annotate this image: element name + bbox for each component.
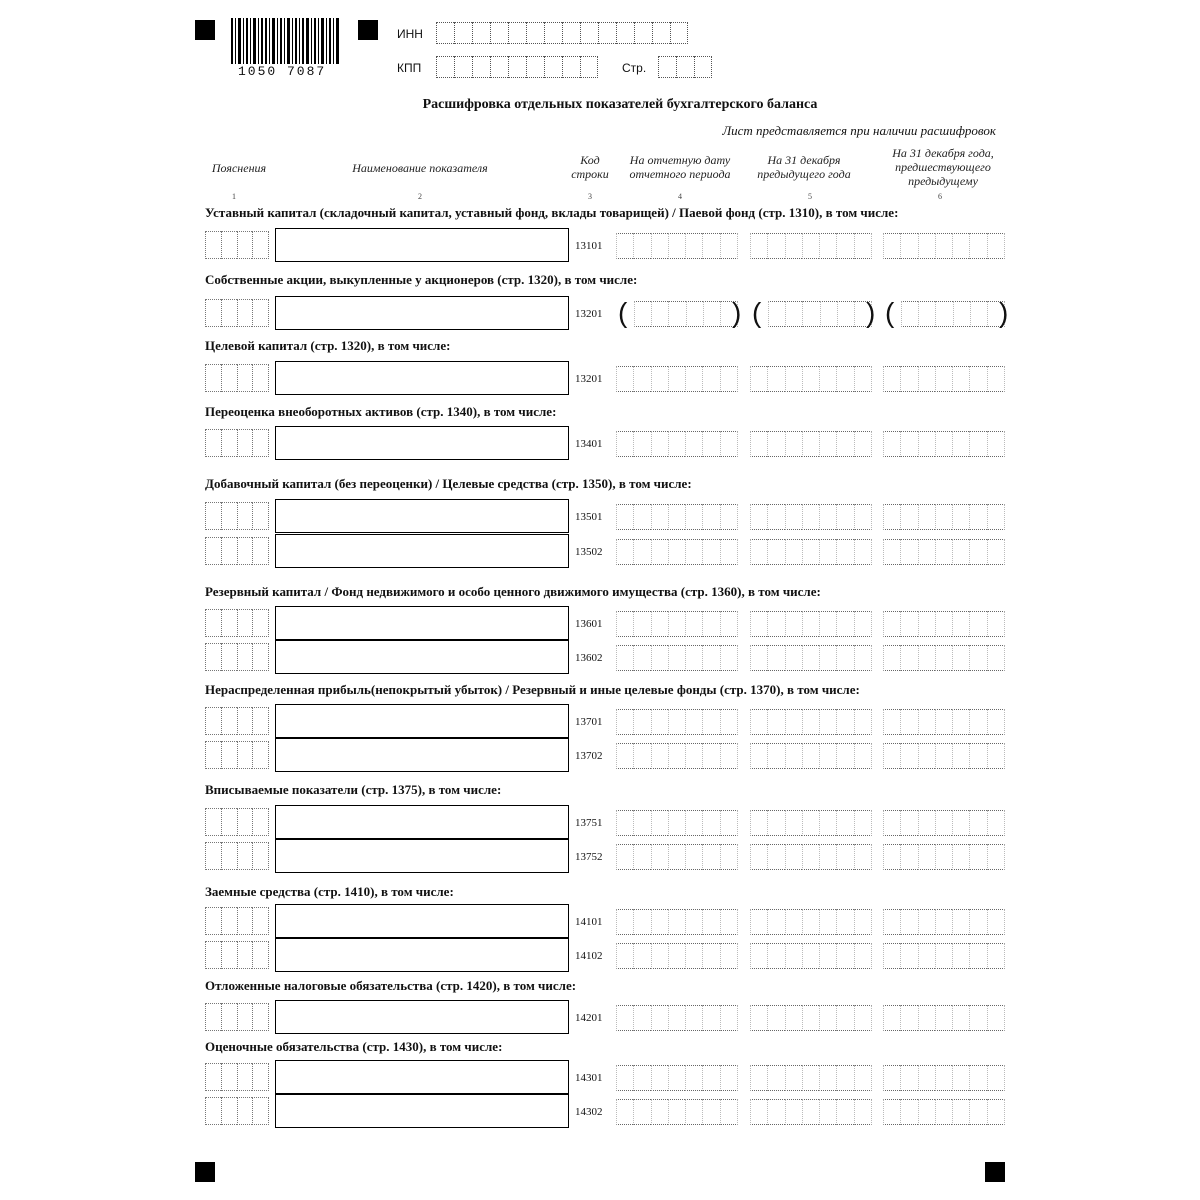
value-field-col-4[interactable] [634,301,738,327]
line-code: 13501 [575,511,603,523]
explanation-field[interactable] [205,643,269,671]
value-field-col-6[interactable] [883,943,1005,969]
indicator-name-input[interactable] [275,534,569,568]
value-field-col-5[interactable] [750,431,872,457]
value-field-col-4[interactable] [616,431,738,457]
value-field-col-6[interactable] [883,431,1005,457]
explanation-field[interactable] [205,741,269,769]
section-title: Собственные акции, выкупленные у акционеров (стр. 1320), в том числе: [205,272,638,287]
value-field-col-5[interactable] [750,844,872,870]
column-header-explanations: Пояснения [211,161,267,175]
page-title: Расшифровка отдельных показателей бухгалтерского баланса [422,97,818,112]
inn-label: ИНН [397,27,423,41]
section-title: Уставный капитал (складочный капитал, уставный фонд, вклады товарищей) / Паевой фонд (стр. 1310), в том числе: [205,205,899,220]
page-number-field[interactable] [658,56,712,78]
open-parenthesis: ( [752,297,762,328]
value-field-col-6[interactable] [883,1065,1005,1091]
section-title: Нераспределенная прибыль(непокрытый убыток) / Резервный и иные целевые фонды (стр. 1370), в том числе: [205,682,860,697]
line-code: 14302 [575,1106,603,1118]
explanation-field[interactable] [205,907,269,935]
inn-field[interactable] [436,22,688,44]
line-code: 13201 [575,308,603,320]
value-field-col-5[interactable] [750,1065,872,1091]
explanation-field[interactable] [205,1003,269,1031]
value-field-col-6[interactable] [883,1005,1005,1031]
explanation-field[interactable] [205,941,269,969]
value-field-col-5[interactable] [768,301,872,327]
indicator-name-input[interactable] [275,296,569,330]
explanation-field[interactable] [205,429,269,457]
corner-marker-top-left [195,20,215,40]
indicator-name-input[interactable] [275,361,569,395]
line-code: 13401 [575,438,603,450]
value-field-col-6[interactable] [883,709,1005,735]
value-field-col-4[interactable] [616,1065,738,1091]
section-title: Целевой капитал (стр. 1320), в том числе: [205,338,451,353]
column-header-line-code: Код строки [571,153,609,181]
value-field-col-5[interactable] [750,233,872,259]
value-field-col-6[interactable] [883,909,1005,935]
indicator-name-input[interactable] [275,228,569,262]
value-field-col-4[interactable] [616,539,738,565]
close-parenthesis: ) [866,297,876,328]
line-code: 14201 [575,1012,603,1024]
line-code: 14102 [575,950,603,962]
value-field-col-6[interactable] [901,301,1005,327]
indicator-name-input[interactable] [275,839,569,873]
barcode-icon [231,18,341,64]
value-field-col-4[interactable] [616,810,738,836]
value-field-col-4[interactable] [616,366,738,392]
indicator-name-input[interactable] [275,1000,569,1034]
value-field-col-5[interactable] [750,539,872,565]
indicator-name-input[interactable] [275,904,569,938]
value-field-col-5[interactable] [750,709,872,735]
value-field-col-6[interactable] [883,366,1005,392]
line-code: 13751 [575,817,603,829]
value-field-col-6[interactable] [883,611,1005,637]
column-header-indicator-name: Наименование показателя [352,161,488,175]
indicator-name-input[interactable] [275,1094,569,1128]
close-parenthesis: ) [999,297,1009,328]
value-field-col-6[interactable] [883,539,1005,565]
section-title: Резервный капитал / Фонд недвижимого и особо ценного движимого имущества (стр. 1360), в том числе: [205,584,821,599]
line-code: 14301 [575,1072,603,1084]
section-title: Вписываемые показатели (стр. 1375), в том числе: [205,782,502,797]
value-field-col-4[interactable] [616,611,738,637]
value-field-col-4[interactable] [616,645,738,671]
value-field-col-5[interactable] [750,1099,872,1125]
column-number-1: 1 [232,192,236,201]
kpp-field[interactable] [436,56,598,78]
line-code: 13602 [575,652,603,664]
line-code: 13701 [575,716,603,728]
column-number-5: 5 [808,192,812,201]
column-header-reporting-date: На отчетную дату отчетного периода [629,153,731,181]
line-code: 13101 [575,240,603,252]
line-code: 13702 [575,750,603,762]
page-label: Стр. [622,61,647,75]
value-field-col-5[interactable] [750,645,872,671]
indicator-name-input[interactable] [275,805,569,839]
column-header-prev-year: На 31 декабря предыдущего года [757,153,851,181]
indicator-name-input[interactable] [275,704,569,738]
indicator-name-input[interactable] [275,738,569,772]
explanation-field[interactable] [205,609,269,637]
value-field-col-4[interactable] [616,844,738,870]
corner-marker-top-right [358,20,378,40]
value-field-col-4[interactable] [616,909,738,935]
explanation-field[interactable] [205,502,269,530]
explanation-field[interactable] [205,231,269,259]
section-title: Заемные средства (стр. 1410), в том числе: [205,884,454,899]
explanation-field[interactable] [205,1097,269,1125]
explanation-field[interactable] [205,299,269,327]
value-field-col-5[interactable] [750,943,872,969]
column-number-6: 6 [938,192,942,201]
value-field-col-6[interactable] [883,504,1005,530]
column-number-2: 2 [418,192,422,201]
corner-marker-bottom-left [195,1162,215,1182]
value-field-col-5[interactable] [750,504,872,530]
kpp-label: КПП [397,61,422,75]
explanation-field[interactable] [205,537,269,565]
value-field-col-5[interactable] [750,611,872,637]
value-field-col-5[interactable] [750,1005,872,1031]
explanation-field[interactable] [205,842,269,870]
indicator-name-input[interactable] [275,1060,569,1094]
value-field-col-4[interactable] [616,1099,738,1125]
value-field-col-5[interactable] [750,743,872,769]
value-field-col-6[interactable] [883,743,1005,769]
indicator-name-input[interactable] [275,606,569,640]
indicator-name-input[interactable] [275,640,569,674]
section-title: Добавочный капитал (без переоценки) / Целевые средства (стр. 1350), в том числе: [205,476,692,491]
value-field-col-4[interactable] [616,1005,738,1031]
line-code: 14101 [575,916,603,928]
value-field-col-6[interactable] [883,810,1005,836]
corner-marker-bottom-right [985,1162,1005,1182]
open-parenthesis: ( [885,297,895,328]
section-title: Переоценка внеоборотных активов (стр. 1340), в том числе: [205,404,557,419]
page-subtitle: Лист представляется при наличии расшифровок [722,123,996,138]
value-field-col-4[interactable] [616,233,738,259]
line-code: 13201 [575,373,603,385]
value-field-col-6[interactable] [883,233,1005,259]
value-field-col-6[interactable] [883,844,1005,870]
section-title: Отложенные налоговые обязательства (стр. 1420), в том числе: [205,978,577,993]
value-field-col-6[interactable] [883,1099,1005,1125]
indicator-name-input[interactable] [275,938,569,972]
line-code: 13752 [575,851,603,863]
explanation-field[interactable] [205,1063,269,1091]
line-code: 13601 [575,618,603,630]
value-field-col-5[interactable] [750,810,872,836]
line-code: 13502 [575,546,603,558]
explanation-field[interactable] [205,707,269,735]
value-field-col-5[interactable] [750,909,872,935]
value-field-col-5[interactable] [750,366,872,392]
column-number-3: 3 [588,192,592,201]
value-field-col-4[interactable] [616,504,738,530]
section-title: Оценочные обязательства (стр. 1430), в том числе: [205,1039,503,1054]
column-header-two-years-ago: На 31 декабря года, предшествующего предыдущему [892,146,994,188]
indicator-name-input[interactable] [275,426,569,460]
explanation-field[interactable] [205,808,269,836]
explanation-field[interactable] [205,364,269,392]
close-parenthesis: ) [732,297,742,328]
indicator-name-input[interactable] [275,499,569,533]
value-field-col-4[interactable] [616,943,738,969]
value-field-col-6[interactable] [883,645,1005,671]
open-parenthesis: ( [618,297,628,328]
value-field-col-4[interactable] [616,709,738,735]
value-field-col-4[interactable] [616,743,738,769]
column-number-4: 4 [678,192,682,201]
barcode-number: 1050 7087 [238,64,327,79]
